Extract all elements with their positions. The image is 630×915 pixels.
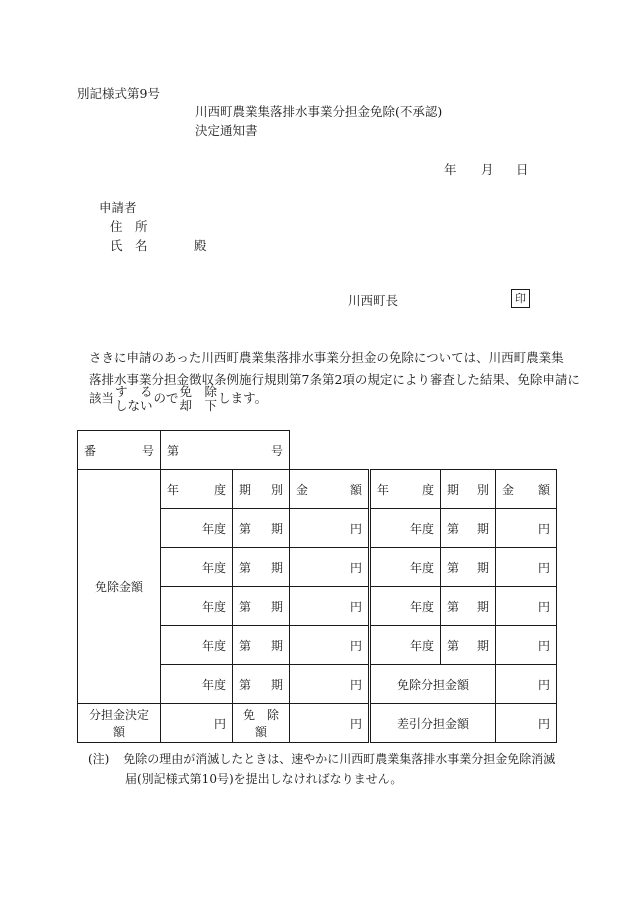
exemption-table: [77, 430, 557, 743]
header-year-left: 年 度: [161, 470, 233, 509]
amount-cell: 円: [290, 587, 370, 626]
year-cell: 年度: [161, 587, 233, 626]
exempt-value: 円: [290, 704, 370, 743]
number-label-go: 号: [141, 443, 154, 458]
date-month: 月: [481, 162, 494, 177]
header-year-right: 年 度: [370, 470, 441, 509]
decision-amount-value: 円: [161, 704, 233, 743]
period-cell: 第 期: [233, 665, 290, 704]
year-cell: 年度: [161, 548, 233, 587]
choice-suru: す る: [115, 384, 153, 399]
body-line-3: [89, 385, 267, 413]
period-cell: 第 期: [441, 548, 496, 587]
body-node: ので: [153, 390, 179, 406]
year-cell: 年度: [161, 665, 233, 704]
period-cell: 第 期: [233, 509, 290, 548]
exempt-amount-label: 免除金額: [78, 470, 161, 704]
note-line-1: [88, 750, 555, 767]
number-value-dai: 第: [167, 443, 180, 458]
address-label: 住 所: [110, 219, 148, 234]
decision-amount-label: 分担金決定額: [78, 704, 161, 743]
body-line-2: 落排水事業分担金徴収条例施行規則第7条第2項の規定により審査した結果、免除申請に: [89, 372, 580, 387]
period-cell: 第 期: [441, 509, 496, 548]
form-number: 別記様式第9号: [77, 86, 160, 101]
note-prefix: (注): [88, 752, 110, 766]
period-cell: 第 期: [441, 587, 496, 626]
table-row-headers: [78, 470, 557, 509]
number-value-cell: [161, 431, 290, 470]
note-text-1: 免除の理由が消滅したときは、速やかに川西町農業集落排水事業分担金免除消滅: [123, 752, 556, 766]
number-label-cell: [78, 431, 161, 470]
year-cell: 年度: [370, 626, 441, 665]
choice-suru-shinai: [115, 385, 153, 413]
date-day: 日: [516, 162, 529, 177]
choice-kyakka: 却 下: [179, 398, 218, 413]
year-cell: 年度: [370, 509, 441, 548]
period-cell: 第 期: [441, 626, 496, 665]
number-value-go: 号: [270, 443, 283, 458]
amount-cell: 円: [290, 548, 370, 587]
amount-cell: 円: [496, 587, 557, 626]
name-label: 氏 名: [110, 238, 148, 253]
body-line3-post: します。: [218, 390, 268, 406]
period-cell: 第 期: [233, 548, 290, 587]
number-label-ban: 番: [84, 443, 97, 458]
net-amount-label: 差引分担金額: [370, 704, 496, 743]
note-line-2: 届(別記様式第10号)を提出しなければなりません。: [125, 772, 403, 786]
amount-cell: 円: [496, 626, 557, 665]
amount-cell: 円: [290, 626, 370, 665]
exempt-label: 免 除 額: [233, 704, 290, 743]
year-cell: 年度: [370, 548, 441, 587]
exempt-share-total-amount: 円: [496, 665, 557, 704]
honorific: 殿: [194, 238, 207, 253]
date-year: 年: [444, 162, 457, 177]
choice-menjo: 免 除: [179, 384, 218, 399]
table-row-summary: [78, 704, 557, 743]
table-row-number: [78, 431, 557, 470]
amount-cell: 円: [496, 548, 557, 587]
year-cell: 年度: [161, 626, 233, 665]
body-line3-pre: 該当: [89, 390, 115, 406]
header-period-right: 期 別: [441, 470, 496, 509]
amount-cell: 円: [290, 509, 370, 548]
year-cell: 年度: [161, 509, 233, 548]
choice-shinai: しない: [115, 398, 153, 413]
header-amount-right: 金 額: [496, 470, 557, 509]
header-period-left: 期 別: [233, 470, 290, 509]
applicant-label: 申請者: [99, 200, 137, 215]
amount-cell: 円: [290, 665, 370, 704]
document-title-line1: 川西町農業集落排水事業分担金免除(不承認): [195, 104, 443, 119]
amount-cell: 円: [496, 509, 557, 548]
seal-mark: 印: [511, 289, 530, 308]
header-amount-left: 金 額: [290, 470, 370, 509]
period-cell: 第 期: [233, 626, 290, 665]
issuer-name: 川西町長: [348, 293, 399, 308]
exempt-share-total-label: 免除分担金額: [370, 665, 496, 704]
choice-menjo-kyakka: [180, 385, 218, 413]
document-title-line2: 決定通知書: [195, 123, 258, 138]
body-line-1: さきに申請のあった川西町農業集落排水事業分担金の免除については、川西町農業集: [89, 350, 564, 365]
year-cell: 年度: [370, 587, 441, 626]
period-cell: 第 期: [233, 587, 290, 626]
net-amount-value: 円: [496, 704, 557, 743]
